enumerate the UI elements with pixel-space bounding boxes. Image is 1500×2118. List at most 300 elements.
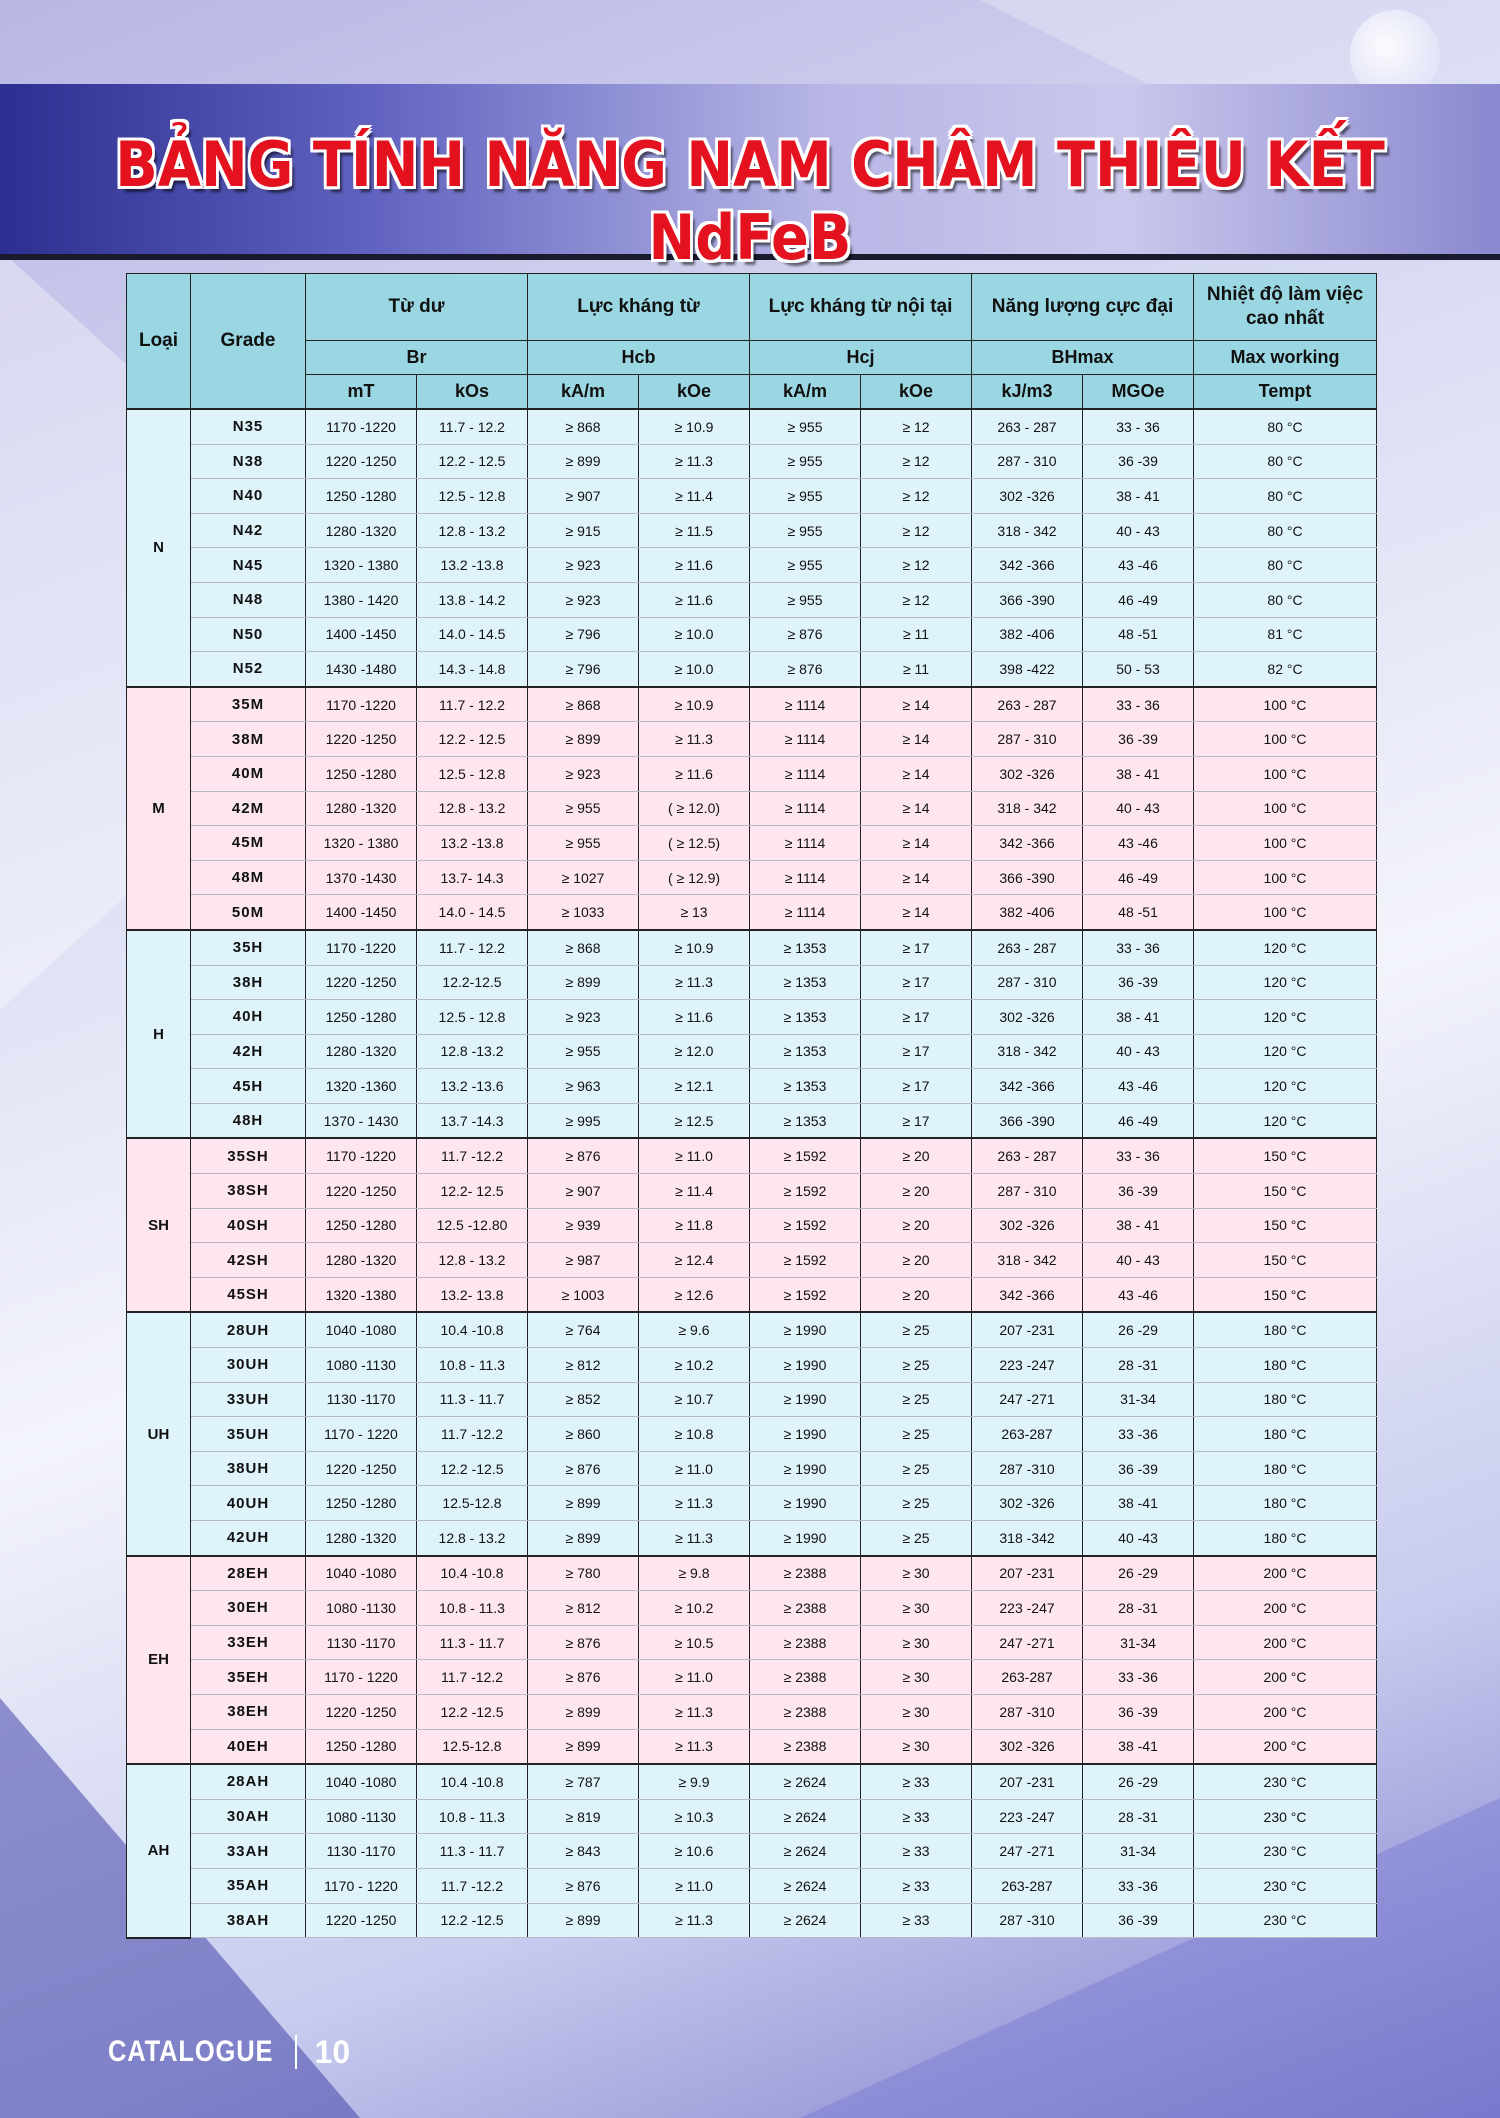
value-cell: 38 - 41 bbox=[1083, 479, 1194, 514]
value-cell: 31-34 bbox=[1083, 1625, 1194, 1660]
value-cell: 11.7 -12.2 bbox=[417, 1417, 528, 1452]
header-nang-luong: Năng lượng cực đại bbox=[972, 274, 1194, 341]
group-label: EH bbox=[127, 1556, 191, 1765]
value-cell: 1080 -1130 bbox=[306, 1799, 417, 1834]
table-row bbox=[127, 513, 1377, 548]
value-cell: 1380 - 1420 bbox=[306, 582, 417, 617]
value-cell: 180 °C bbox=[1194, 1312, 1377, 1347]
header-hcb: Hcb bbox=[528, 341, 750, 375]
value-cell: 1170 -1220 bbox=[306, 687, 417, 722]
table-row bbox=[127, 1591, 1377, 1626]
value-cell: 14.3 - 14.8 bbox=[417, 652, 528, 687]
value-cell: 1250 -1280 bbox=[306, 1000, 417, 1035]
value-cell: 342 -366 bbox=[972, 1277, 1083, 1312]
unit-header: kJ/m3 bbox=[972, 375, 1083, 410]
table-row bbox=[127, 965, 1377, 1000]
value-cell: 150 °C bbox=[1194, 1243, 1377, 1278]
value-cell: 100 °C bbox=[1194, 791, 1377, 826]
header-tu-du: Từ dư bbox=[306, 274, 528, 341]
value-cell: 1130 -1170 bbox=[306, 1834, 417, 1869]
value-cell: 12.5 - 12.8 bbox=[417, 756, 528, 791]
value-cell: 100 °C bbox=[1194, 722, 1377, 757]
value-cell: ≥ 955 bbox=[750, 479, 861, 514]
value-cell: 1220 -1250 bbox=[306, 965, 417, 1000]
value-cell: ( ≥ 12.5) bbox=[639, 826, 750, 861]
value-cell: 14.0 - 14.5 bbox=[417, 895, 528, 930]
value-cell: 1250 -1280 bbox=[306, 1486, 417, 1521]
group-label: AH bbox=[127, 1764, 191, 1937]
value-cell: 31-34 bbox=[1083, 1834, 1194, 1869]
value-cell: ≥ 17 bbox=[861, 965, 972, 1000]
header-luc-khang-tu-noi-tai: Lực kháng từ nội tại bbox=[750, 274, 972, 341]
value-cell: 10.4 -10.8 bbox=[417, 1764, 528, 1799]
value-cell: 1220 -1250 bbox=[306, 444, 417, 479]
value-cell: ≥ 1592 bbox=[750, 1277, 861, 1312]
value-cell: ≥ 843 bbox=[528, 1834, 639, 1869]
value-cell: 100 °C bbox=[1194, 687, 1377, 722]
value-cell: 200 °C bbox=[1194, 1660, 1377, 1695]
value-cell: 12.5 - 12.8 bbox=[417, 479, 528, 514]
unit-header: kOe bbox=[639, 375, 750, 410]
table-row bbox=[127, 1208, 1377, 1243]
value-cell: 40 - 43 bbox=[1083, 1034, 1194, 1069]
value-cell: 14.0 - 14.5 bbox=[417, 617, 528, 652]
value-cell: 26 -29 bbox=[1083, 1764, 1194, 1799]
value-cell: 382 -406 bbox=[972, 617, 1083, 652]
value-cell: ≥ 1353 bbox=[750, 1103, 861, 1138]
value-cell: 12.2- 12.5 bbox=[417, 1174, 528, 1209]
grade-cell: 45SH bbox=[191, 1277, 306, 1312]
table-row bbox=[127, 652, 1377, 687]
grade-cell: 38M bbox=[191, 722, 306, 757]
value-cell: 36 -39 bbox=[1083, 1174, 1194, 1209]
value-cell: 1220 -1250 bbox=[306, 1694, 417, 1729]
value-cell: ≥ 955 bbox=[750, 409, 861, 444]
value-cell: 43 -46 bbox=[1083, 826, 1194, 861]
value-cell: 50 - 53 bbox=[1083, 652, 1194, 687]
value-cell: 200 °C bbox=[1194, 1625, 1377, 1660]
value-cell: 1400 -1450 bbox=[306, 895, 417, 930]
value-cell: 31-34 bbox=[1083, 1382, 1194, 1417]
page-title: BẢNG TÍNH NĂNG NAM CHÂM THIÊU KẾT NdFeB bbox=[115, 128, 1385, 274]
value-cell: 1040 -1080 bbox=[306, 1312, 417, 1347]
value-cell: ≥ 30 bbox=[861, 1660, 972, 1695]
value-cell: ≥ 10.9 bbox=[639, 687, 750, 722]
value-cell: 100 °C bbox=[1194, 826, 1377, 861]
value-cell: 1080 -1130 bbox=[306, 1591, 417, 1626]
catalogue-label: CATALOGUE bbox=[108, 2035, 274, 2068]
value-cell: ≥ 25 bbox=[861, 1348, 972, 1383]
table-row bbox=[127, 756, 1377, 791]
value-cell: ≥ 2624 bbox=[750, 1903, 861, 1938]
value-cell: 12.8 - 13.2 bbox=[417, 513, 528, 548]
unit-header: mT bbox=[306, 375, 417, 410]
value-cell: ≥ 1990 bbox=[750, 1348, 861, 1383]
value-cell: ≥ 907 bbox=[528, 479, 639, 514]
value-cell: 398 -422 bbox=[972, 652, 1083, 687]
value-cell: ≥ 10.7 bbox=[639, 1382, 750, 1417]
unit-header: kA/m bbox=[528, 375, 639, 410]
value-cell: 11.3 - 11.7 bbox=[417, 1625, 528, 1660]
header-hcj: Hcj bbox=[750, 341, 972, 375]
value-cell: ≥ 2388 bbox=[750, 1625, 861, 1660]
value-cell: 36 -39 bbox=[1083, 965, 1194, 1000]
value-cell: 100 °C bbox=[1194, 895, 1377, 930]
value-cell: 12.5 - 12.8 bbox=[417, 1000, 528, 1035]
value-cell: ≥ 1114 bbox=[750, 860, 861, 895]
value-cell: ≥ 1353 bbox=[750, 965, 861, 1000]
value-cell: 10.4 -10.8 bbox=[417, 1312, 528, 1347]
value-cell: 223 -247 bbox=[972, 1348, 1083, 1383]
page-number: 10 bbox=[314, 2033, 351, 2070]
value-cell: 263 - 287 bbox=[972, 930, 1083, 965]
value-cell: 43 -46 bbox=[1083, 1069, 1194, 1104]
value-cell: 1370 -1430 bbox=[306, 860, 417, 895]
value-cell: 200 °C bbox=[1194, 1591, 1377, 1626]
value-cell: ≥ 9.6 bbox=[639, 1312, 750, 1347]
value-cell: 12.8 -13.2 bbox=[417, 1034, 528, 1069]
value-cell: ≥ 11.4 bbox=[639, 1174, 750, 1209]
value-cell: ≥ 812 bbox=[528, 1348, 639, 1383]
value-cell: ≥ 796 bbox=[528, 652, 639, 687]
value-cell: 33 - 36 bbox=[1083, 687, 1194, 722]
value-cell: 12.8 - 13.2 bbox=[417, 1243, 528, 1278]
table-row bbox=[127, 1451, 1377, 1486]
value-cell: 1430 -1480 bbox=[306, 652, 417, 687]
value-cell: 33 - 36 bbox=[1083, 409, 1194, 444]
value-cell: ≥ 2388 bbox=[750, 1591, 861, 1626]
value-cell: 318 -342 bbox=[972, 1521, 1083, 1556]
group-label: H bbox=[127, 930, 191, 1139]
value-cell: ≥ 2624 bbox=[750, 1799, 861, 1834]
value-cell: 287 -310 bbox=[972, 1903, 1083, 1938]
value-cell: ≥ 12 bbox=[861, 513, 972, 548]
value-cell: ≥ 12.4 bbox=[639, 1243, 750, 1278]
grade-cell: 38EH bbox=[191, 1694, 306, 1729]
value-cell: 342 -366 bbox=[972, 826, 1083, 861]
value-cell: 1170 - 1220 bbox=[306, 1660, 417, 1695]
footer-divider bbox=[295, 2035, 297, 2069]
value-cell: ≥ 13 bbox=[639, 895, 750, 930]
value-cell: ≥ 1592 bbox=[750, 1243, 861, 1278]
value-cell: 11.7 -12.2 bbox=[417, 1138, 528, 1173]
value-cell: ≥ 11.6 bbox=[639, 548, 750, 583]
grade-cell: N40 bbox=[191, 479, 306, 514]
value-cell: 12.5 -12.80 bbox=[417, 1208, 528, 1243]
value-cell: ≥ 11.4 bbox=[639, 479, 750, 514]
value-cell: ≥ 14 bbox=[861, 860, 972, 895]
value-cell: ≥ 876 bbox=[528, 1660, 639, 1695]
value-cell: ≥ 1990 bbox=[750, 1417, 861, 1452]
group-label: UH bbox=[127, 1312, 191, 1555]
table-row bbox=[127, 1764, 1377, 1799]
header-loai: Loại bbox=[127, 274, 191, 410]
value-cell: 38 -41 bbox=[1083, 1486, 1194, 1521]
value-cell: ≥ 11.3 bbox=[639, 965, 750, 1000]
value-cell: ≥ 876 bbox=[750, 617, 861, 652]
value-cell: ≥ 11.0 bbox=[639, 1660, 750, 1695]
value-cell: 1320 -1380 bbox=[306, 1277, 417, 1312]
value-cell: 38 - 41 bbox=[1083, 756, 1194, 791]
value-cell: ≥ 899 bbox=[528, 1694, 639, 1729]
value-cell: ≥ 20 bbox=[861, 1174, 972, 1209]
spec-table-container bbox=[126, 273, 1376, 1939]
grade-cell: N42 bbox=[191, 513, 306, 548]
grade-cell: 35H bbox=[191, 930, 306, 965]
value-cell: ≥ 33 bbox=[861, 1764, 972, 1799]
value-cell: ( ≥ 12.9) bbox=[639, 860, 750, 895]
value-cell: ≥ 780 bbox=[528, 1556, 639, 1591]
grade-cell: 38AH bbox=[191, 1903, 306, 1938]
table-row bbox=[127, 1868, 1377, 1903]
value-cell: ≥ 876 bbox=[528, 1868, 639, 1903]
value-cell: ≥ 860 bbox=[528, 1417, 639, 1452]
value-cell: 1220 -1250 bbox=[306, 722, 417, 757]
value-cell: 12.5-12.8 bbox=[417, 1729, 528, 1764]
value-cell: 180 °C bbox=[1194, 1417, 1377, 1452]
table-row bbox=[127, 444, 1377, 479]
grade-cell: 28EH bbox=[191, 1556, 306, 1591]
value-cell: 223 -247 bbox=[972, 1591, 1083, 1626]
table-row bbox=[127, 1069, 1377, 1104]
grade-cell: 50M bbox=[191, 895, 306, 930]
value-cell: 11.7 -12.2 bbox=[417, 1660, 528, 1695]
value-cell: 46 -49 bbox=[1083, 860, 1194, 895]
value-cell: ≥ 11 bbox=[861, 617, 972, 652]
value-cell: 120 °C bbox=[1194, 1103, 1377, 1138]
value-cell: ≥ 2624 bbox=[750, 1834, 861, 1869]
table-row bbox=[127, 1034, 1377, 1069]
value-cell: 120 °C bbox=[1194, 930, 1377, 965]
value-cell: 287 - 310 bbox=[972, 722, 1083, 757]
value-cell: 80 °C bbox=[1194, 479, 1377, 514]
table-row bbox=[127, 1694, 1377, 1729]
header-luc-khang-tu: Lực kháng từ bbox=[528, 274, 750, 341]
value-cell: 28 -31 bbox=[1083, 1591, 1194, 1626]
value-cell: 80 °C bbox=[1194, 548, 1377, 583]
grade-cell: 35SH bbox=[191, 1138, 306, 1173]
value-cell: ≥ 2388 bbox=[750, 1556, 861, 1591]
value-cell: ≥ 10.9 bbox=[639, 409, 750, 444]
value-cell: 81 °C bbox=[1194, 617, 1377, 652]
value-cell: ≥ 868 bbox=[528, 687, 639, 722]
value-cell: ≥ 955 bbox=[528, 1034, 639, 1069]
value-cell: 247 -271 bbox=[972, 1625, 1083, 1660]
value-cell: 40 -43 bbox=[1083, 1521, 1194, 1556]
value-cell: ≥ 14 bbox=[861, 826, 972, 861]
value-cell: ≥ 868 bbox=[528, 409, 639, 444]
table-row bbox=[127, 1382, 1377, 1417]
value-cell: ≥ 12 bbox=[861, 479, 972, 514]
value-cell: ≥ 30 bbox=[861, 1625, 972, 1660]
value-cell: 28 -31 bbox=[1083, 1799, 1194, 1834]
value-cell: ≥ 2388 bbox=[750, 1660, 861, 1695]
value-cell: 302 -326 bbox=[972, 1208, 1083, 1243]
value-cell: 150 °C bbox=[1194, 1208, 1377, 1243]
value-cell: 1280 -1320 bbox=[306, 513, 417, 548]
value-cell: 366 -390 bbox=[972, 582, 1083, 617]
value-cell: ≥ 11.3 bbox=[639, 444, 750, 479]
value-cell: ≥ 1033 bbox=[528, 895, 639, 930]
value-cell: ≥ 1114 bbox=[750, 722, 861, 757]
header-grade: Grade bbox=[191, 274, 306, 410]
value-cell: ≥ 899 bbox=[528, 1903, 639, 1938]
grade-cell: N50 bbox=[191, 617, 306, 652]
value-cell: ≥ 11.5 bbox=[639, 513, 750, 548]
grade-cell: 48H bbox=[191, 1103, 306, 1138]
value-cell: 48 -51 bbox=[1083, 895, 1194, 930]
value-cell: ≥ 923 bbox=[528, 582, 639, 617]
value-cell: 366 -390 bbox=[972, 860, 1083, 895]
value-cell: ≥ 11.3 bbox=[639, 1486, 750, 1521]
value-cell: ≥ 955 bbox=[750, 513, 861, 548]
value-cell: 230 °C bbox=[1194, 1764, 1377, 1799]
value-cell: ≥ 923 bbox=[528, 1000, 639, 1035]
value-cell: 13.7- 14.3 bbox=[417, 860, 528, 895]
value-cell: 1220 -1250 bbox=[306, 1903, 417, 1938]
value-cell: 13.2 -13.6 bbox=[417, 1069, 528, 1104]
value-cell: ≥ 12 bbox=[861, 409, 972, 444]
value-cell: ≥ 907 bbox=[528, 1174, 639, 1209]
grade-cell: 40M bbox=[191, 756, 306, 791]
value-cell: 302 -326 bbox=[972, 479, 1083, 514]
value-cell: ≥ 25 bbox=[861, 1382, 972, 1417]
value-cell: 287 -310 bbox=[972, 1451, 1083, 1486]
value-cell: 12.2 - 12.5 bbox=[417, 722, 528, 757]
value-cell: ≥ 876 bbox=[528, 1138, 639, 1173]
value-cell: 12.5-12.8 bbox=[417, 1486, 528, 1521]
header-br: Br bbox=[306, 341, 528, 375]
value-cell: 302 -326 bbox=[972, 1729, 1083, 1764]
value-cell: ≥ 11.6 bbox=[639, 1000, 750, 1035]
value-cell: ≥ 11.0 bbox=[639, 1138, 750, 1173]
grade-cell: 35EH bbox=[191, 1660, 306, 1695]
value-cell: ≥ 787 bbox=[528, 1764, 639, 1799]
table-body bbox=[127, 409, 1377, 1938]
value-cell: ≥ 25 bbox=[861, 1451, 972, 1486]
value-cell: ≥ 939 bbox=[528, 1208, 639, 1243]
value-cell: 80 °C bbox=[1194, 444, 1377, 479]
value-cell: 13.2 -13.8 bbox=[417, 548, 528, 583]
value-cell: 12.2 -12.5 bbox=[417, 1903, 528, 1938]
value-cell: 318 - 342 bbox=[972, 1243, 1083, 1278]
grade-cell: 35M bbox=[191, 687, 306, 722]
value-cell: 1250 -1280 bbox=[306, 756, 417, 791]
value-cell: 36 -39 bbox=[1083, 1903, 1194, 1938]
value-cell: ≥ 12.6 bbox=[639, 1277, 750, 1312]
value-cell: ≥ 764 bbox=[528, 1312, 639, 1347]
value-cell: ≥ 17 bbox=[861, 1000, 972, 1035]
value-cell: ≥ 899 bbox=[528, 965, 639, 1000]
header-nhiet-do: Nhiệt độ làm việc cao nhất bbox=[1194, 274, 1377, 341]
table-row bbox=[127, 548, 1377, 583]
value-cell: ≥ 25 bbox=[861, 1486, 972, 1521]
value-cell: 12.8 - 13.2 bbox=[417, 791, 528, 826]
value-cell: ≥ 1592 bbox=[750, 1138, 861, 1173]
value-cell: ≥ 955 bbox=[528, 826, 639, 861]
spec-table bbox=[126, 273, 1377, 1939]
value-cell: 40 - 43 bbox=[1083, 513, 1194, 548]
grade-cell: 33AH bbox=[191, 1834, 306, 1869]
value-cell: 342 -366 bbox=[972, 548, 1083, 583]
value-cell: 12.2 - 12.5 bbox=[417, 444, 528, 479]
grade-cell: 30AH bbox=[191, 1799, 306, 1834]
table-row bbox=[127, 1417, 1377, 1452]
value-cell: 263-287 bbox=[972, 1660, 1083, 1695]
table-row bbox=[127, 1903, 1377, 1938]
value-cell: ≥ 955 bbox=[750, 444, 861, 479]
table-row bbox=[127, 1660, 1377, 1695]
value-cell: 33 -36 bbox=[1083, 1868, 1194, 1903]
grade-cell: 45M bbox=[191, 826, 306, 861]
value-cell: ≥ 796 bbox=[528, 617, 639, 652]
value-cell: 318 - 342 bbox=[972, 1034, 1083, 1069]
table-row bbox=[127, 930, 1377, 965]
header-max-working: Max working bbox=[1194, 341, 1377, 375]
value-cell: 382 -406 bbox=[972, 895, 1083, 930]
value-cell: ≥ 10.3 bbox=[639, 1799, 750, 1834]
grade-cell: 40UH bbox=[191, 1486, 306, 1521]
value-cell: 36 -39 bbox=[1083, 1694, 1194, 1729]
value-cell: ≥ 2624 bbox=[750, 1764, 861, 1799]
value-cell: 150 °C bbox=[1194, 1277, 1377, 1312]
value-cell: ≥ 923 bbox=[528, 548, 639, 583]
value-cell: ≥ 11.6 bbox=[639, 582, 750, 617]
value-cell: ( ≥ 12.0) bbox=[639, 791, 750, 826]
grade-cell: 38UH bbox=[191, 1451, 306, 1486]
table-row bbox=[127, 1729, 1377, 1764]
value-cell: 1280 -1320 bbox=[306, 1034, 417, 1069]
grade-cell: 42H bbox=[191, 1034, 306, 1069]
value-cell: 207 -231 bbox=[972, 1312, 1083, 1347]
value-cell: ≥ 1592 bbox=[750, 1208, 861, 1243]
grade-cell: 38H bbox=[191, 965, 306, 1000]
value-cell: 180 °C bbox=[1194, 1348, 1377, 1383]
value-cell: 1320 - 1380 bbox=[306, 826, 417, 861]
value-cell: 1280 -1320 bbox=[306, 1243, 417, 1278]
value-cell: ≥ 11.3 bbox=[639, 1729, 750, 1764]
value-cell: ≥ 955 bbox=[750, 582, 861, 617]
table-row bbox=[127, 895, 1377, 930]
value-cell: 223 -247 bbox=[972, 1799, 1083, 1834]
value-cell: ≥ 33 bbox=[861, 1799, 972, 1834]
value-cell: ≥ 995 bbox=[528, 1103, 639, 1138]
value-cell: ≥ 12.5 bbox=[639, 1103, 750, 1138]
value-cell: 11.7 - 12.2 bbox=[417, 409, 528, 444]
value-cell: ≥ 11.6 bbox=[639, 756, 750, 791]
value-cell: 120 °C bbox=[1194, 965, 1377, 1000]
value-cell: ≥ 852 bbox=[528, 1382, 639, 1417]
value-cell: 12.2 -12.5 bbox=[417, 1451, 528, 1486]
value-cell: ≥ 33 bbox=[861, 1868, 972, 1903]
value-cell: ≥ 1114 bbox=[750, 826, 861, 861]
table-row bbox=[127, 1312, 1377, 1347]
value-cell: 10.4 -10.8 bbox=[417, 1556, 528, 1591]
value-cell: 287 -310 bbox=[972, 1694, 1083, 1729]
value-cell: ≥ 17 bbox=[861, 1069, 972, 1104]
value-cell: 11.3 - 11.7 bbox=[417, 1382, 528, 1417]
grade-cell: 45H bbox=[191, 1069, 306, 1104]
value-cell: 247 -271 bbox=[972, 1382, 1083, 1417]
table-row bbox=[127, 1277, 1377, 1312]
value-cell: ≥ 20 bbox=[861, 1208, 972, 1243]
table-row bbox=[127, 1243, 1377, 1278]
value-cell: 1220 -1250 bbox=[306, 1451, 417, 1486]
value-cell: 1040 -1080 bbox=[306, 1764, 417, 1799]
table-row bbox=[127, 1521, 1377, 1556]
value-cell: ≥ 30 bbox=[861, 1694, 972, 1729]
value-cell: ≥ 17 bbox=[861, 1103, 972, 1138]
